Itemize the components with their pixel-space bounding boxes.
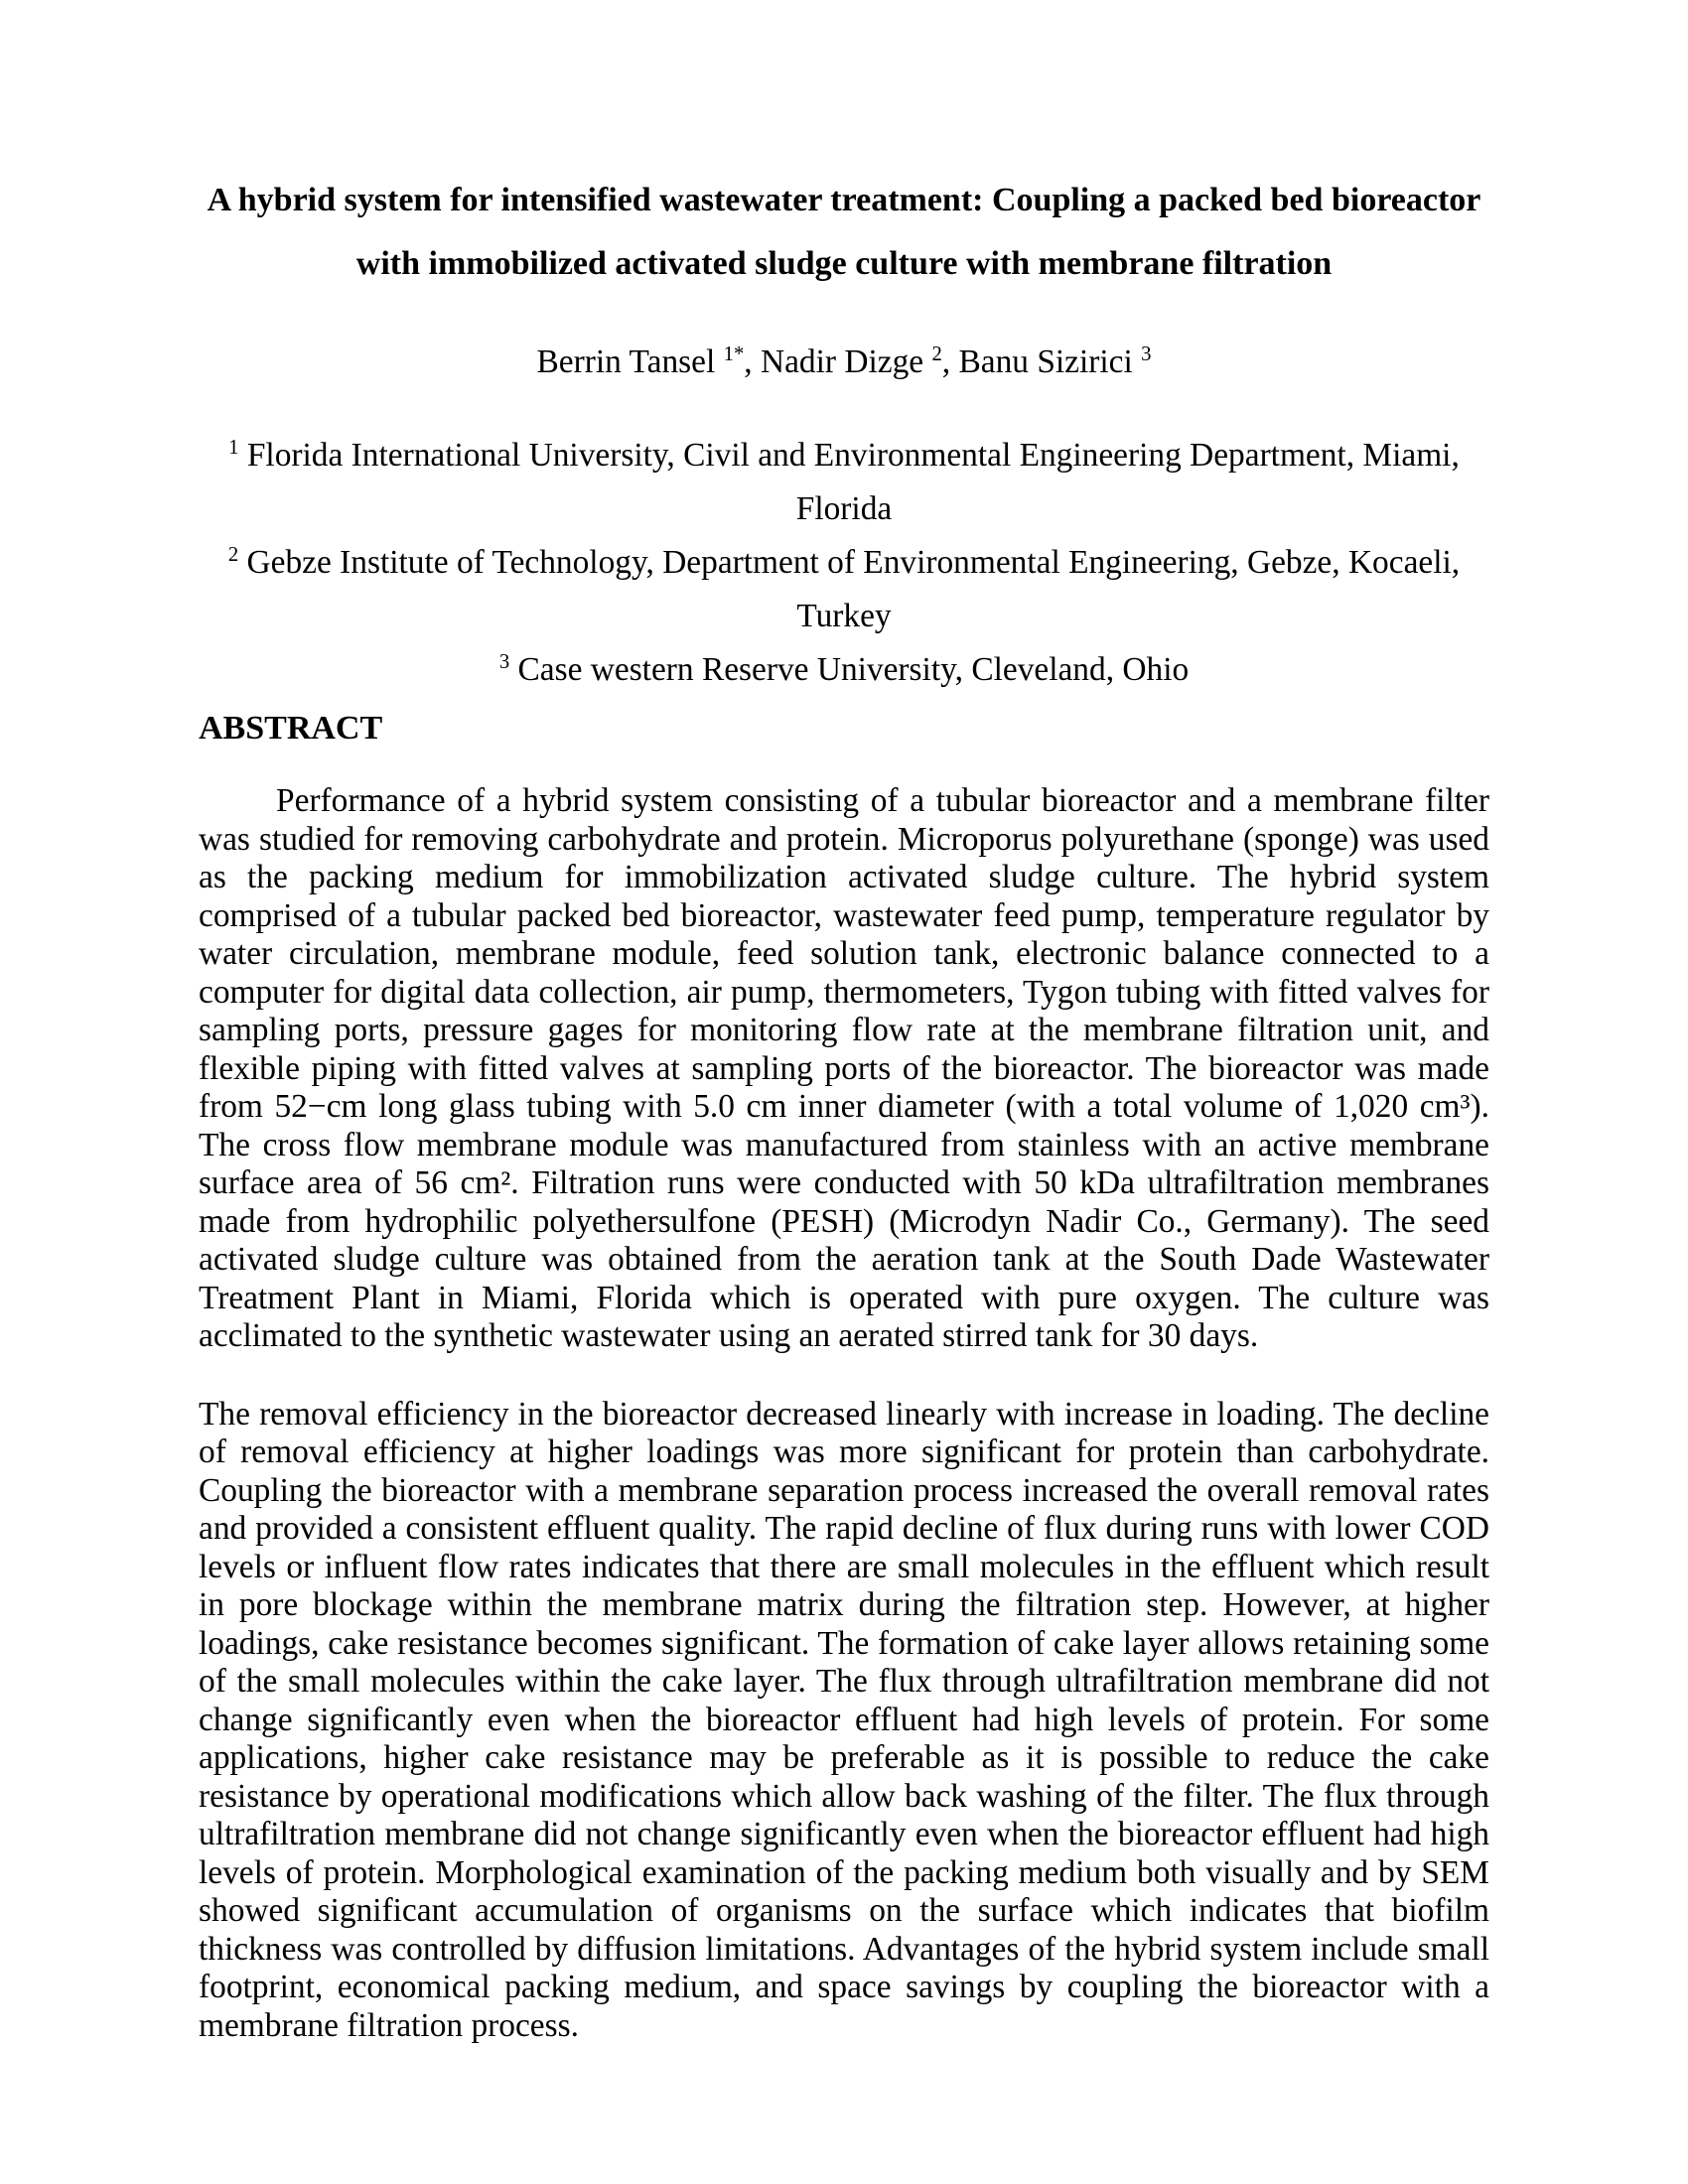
affiliation-number-superscript: 3 xyxy=(498,650,510,673)
authors-line: Berrin Tansel $^{1*}$, Nadir Dizge $^2$, Banu Sizirici $^3$ xyxy=(536,342,1152,380)
document-content xyxy=(199,0,1489,2045)
paper-title-line-1: A hybrid system for intensified wastewater treatment: Coupling a packed bed bioreactor xyxy=(207,182,1481,218)
affiliation-number-superscript: 1 xyxy=(228,436,239,459)
author-affiliation-superscript: 1* xyxy=(723,342,745,365)
author-name: Berrin Tansel xyxy=(536,343,716,380)
affiliation-line: $^3$ Case western Reserve University, Cleveland, Ohio xyxy=(498,650,1190,688)
author-name: Nadir Dizge xyxy=(760,343,924,380)
affiliations-block xyxy=(199,429,1489,697)
abstract-paragraph-2: The removal efficiency in the bioreactor decreased linearly with increase in loading. The decline of removal efficiency at higher loadings was more significant for protein than carbohydrate. Coupling the bioreactor with a membrane separation process increased the overall removal rates and provided a consistent effluent quality. The rapid decline of flux during runs with lower COD levels or influent flow rates indicates that there are small molecules in the effluent which result in pore blockage within the membrane matrix during the filtration step. However, at higher loadings, cake resistance becomes significant. The formation of cake layer allows retaining some of the small molecules within the cake layer. The flux through ultrafiltration membrane did not change significantly even when the bioreactor effluent had high levels of protein. For some applications, higher cake resistance may be preferable as it is possible to reduce the cake resistance by operational modifications which allow back washing of the filter. The flux through ultrafiltration membrane did not change significantly even when the bioreactor effluent had high levels of protein. Morphological examination of the packing medium both visually and by SEM showed significant accumulation of organisms on the surface which indicates that biofilm thickness was controlled by diffusion limitations. Advantages of the hybrid system include small footprint, economical packing medium, and space savings by coupling the bioreactor with a membrane filtration process. xyxy=(199,1395,1489,2044)
affiliation-number-superscript: 2 xyxy=(227,543,239,566)
paper-title-line-2: with immobilized activated sludge culture with membrane filtration xyxy=(355,245,1333,282)
affiliation-line: $^2$ Gebze Institute of Technology, Department of Environmental Engineering, Gebze, Kocaeli, Turkey xyxy=(227,543,1461,634)
author-affiliation-superscript: 2 xyxy=(931,342,942,365)
author-name: Banu Sizirici xyxy=(958,343,1133,380)
affiliation-line: $^1$ Florida International University, Civil and Environmental Engineering Department, Miami, Florida xyxy=(228,436,1460,527)
abstract-paragraph-1: Performance of a hybrid system consisting of a tubular bioreactor and a membrane filter was studied for removing carbohydrate and protein. Microporus polyurethane (sponge) was used as the packing medium for immobilization activated sludge culture. The hybrid system comprised of a tubular packed bed bioreactor, wastewater feed pump, temperature regulator by water circulation, membrane module, feed solution tank, electronic balance connected to a computer for digital data collection, air pump, thermometers, Tygon tubing with fitted valves for sampling ports, pressure gages for monitoring flow rate at the membrane filtration unit, and flexible piping with fitted valves at sampling ports of the bioreactor. The bioreactor was made from 52−cm long glass tubing with 5.0 cm inner diameter (with a total volume of 1,020 cm³). The cross flow membrane module was manufactured from stainless with an active membrane surface area of 56 cm². Filtration runs were conducted with 50 kDa ultrafiltration membranes made from hydrophilic polyethersulfone (PESH) (Microdyn Nadir Co., Germany). The seed activated sludge culture was obtained from the aeration tank at the South Dade Wastewater Treatment Plant in Miami, Florida which is operated with pure oxygen. The culture was acclimated to the synthetic wastewater using an aerated stirred tank for 30 days. xyxy=(199,782,1489,1354)
author-affiliation-superscript: 3 xyxy=(1141,342,1152,365)
paper-title xyxy=(199,0,1489,296)
abstract-heading: ABSTRACT xyxy=(199,710,383,747)
